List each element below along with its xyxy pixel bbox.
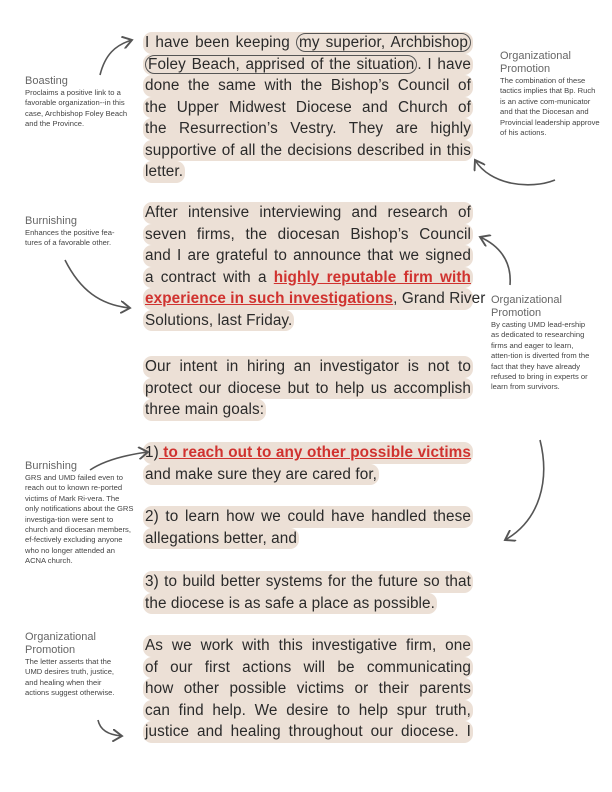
emphasized-phrase: experience in such investigations — [145, 290, 394, 307]
text-line: 3) to build better systems for the future so that — [143, 571, 473, 593]
text-line: justice and healing throughout our diocese. I — [143, 721, 473, 743]
annotation-title: Organizational Promotion — [491, 294, 562, 319]
text-line: As we work with this investigative firm, one — [143, 635, 473, 657]
arrow-icon — [100, 40, 132, 75]
text-line: Our intent in hiring an investigator is not to — [143, 356, 473, 378]
text-span: I have been keeping — [145, 34, 296, 51]
text-line: After intensive interviewing and research of — [143, 202, 473, 224]
arrow-icon — [505, 440, 544, 540]
text-line: the Resurrection’s Vestry. They are highly — [143, 118, 473, 140]
text-line: protect our diocese but to help us accomplish — [143, 378, 473, 400]
arrow-icon — [90, 452, 148, 470]
annotation-body: The combination of these tactics implies that Bp. Ruch is an active com-municator and that the Diocesan and Provincial leadership approve of his actions. — [500, 76, 600, 138]
arrow-icon — [98, 720, 122, 736]
circled-phrase: Foley Beach, apprised of the situation — [145, 55, 417, 74]
text-line: done the same with the Bishop’s Council of — [143, 75, 473, 97]
emphasized-phrase: highly reputable firm with — [273, 268, 471, 286]
annotation-body: By casting UMD lead-ership as dedicated to researching firms and eager to learn, atten-tion is diverted from the fact that they have already refused to bring in experts or learn from survivors. — [491, 320, 590, 392]
annotation-title: Organizational Promotion — [25, 631, 96, 656]
annotation-body: Enhances the positive fea-tures of a favorable other. — [25, 228, 115, 248]
arrow-icon — [480, 237, 510, 285]
circled-phrase: my superior, Archbishop — [296, 33, 471, 52]
text-line: and I are grateful to announce that we signed — [143, 245, 473, 267]
arrow-icon — [65, 260, 130, 308]
emphasized-phrase: to reach out to any other possible victims — [158, 444, 471, 461]
text-span: . I have — [417, 55, 471, 73]
text-line: supportive of all the decisions described in this — [143, 140, 473, 162]
annotation-title: Boasting — [25, 75, 68, 87]
annotation-title: Organizational Promotion — [500, 50, 571, 75]
annotation-title: Burnishing — [25, 460, 77, 472]
text-line: letter. — [143, 161, 185, 183]
annotation-body: Proclaims a positive link to a favorable organization--in this case, Archbishop Foley Beach and the Province. — [25, 88, 128, 129]
text-line: of our first actions will be communicating — [143, 657, 473, 679]
annotation-body: The letter asserts that the UMD desires truth, justice, and healing when their actions suggest otherwise. — [25, 657, 115, 698]
text-line: how other possible victims or their parents — [143, 678, 473, 700]
annotation-body: GRS and UMD failed even to reach out to known re-ported victims of Mark Ri-vera. The only notifications about the GRS investiga-tion were sent to church and diocesan members, ef-fectively excluding anyone who no longer attended an ACNA church. — [25, 473, 134, 566]
annotation-title: Burnishing — [25, 215, 77, 227]
arrow-icon — [475, 160, 555, 185]
text-line: allegations better, and — [143, 528, 299, 550]
text-span: , Grand River — [393, 290, 486, 307]
text-line: 2) to learn how we could have handled these — [143, 506, 473, 528]
text-line: the diocese is as safe a place as possible. — [143, 593, 437, 615]
text-line: Solutions, last Friday. — [143, 310, 294, 332]
text-line: and make sure they are cared for, — [143, 464, 379, 486]
text-span: 1) — [145, 444, 159, 461]
text-line: can find help. We desire to help spur truth, — [143, 700, 473, 722]
text-span: a contract with a — [145, 268, 274, 286]
text-line: three main goals: — [143, 399, 266, 421]
text-line: seven firms, the diocesan Bishop’s Council — [143, 224, 473, 246]
text-line: the Upper Midwest Diocese and Church of — [143, 97, 473, 119]
